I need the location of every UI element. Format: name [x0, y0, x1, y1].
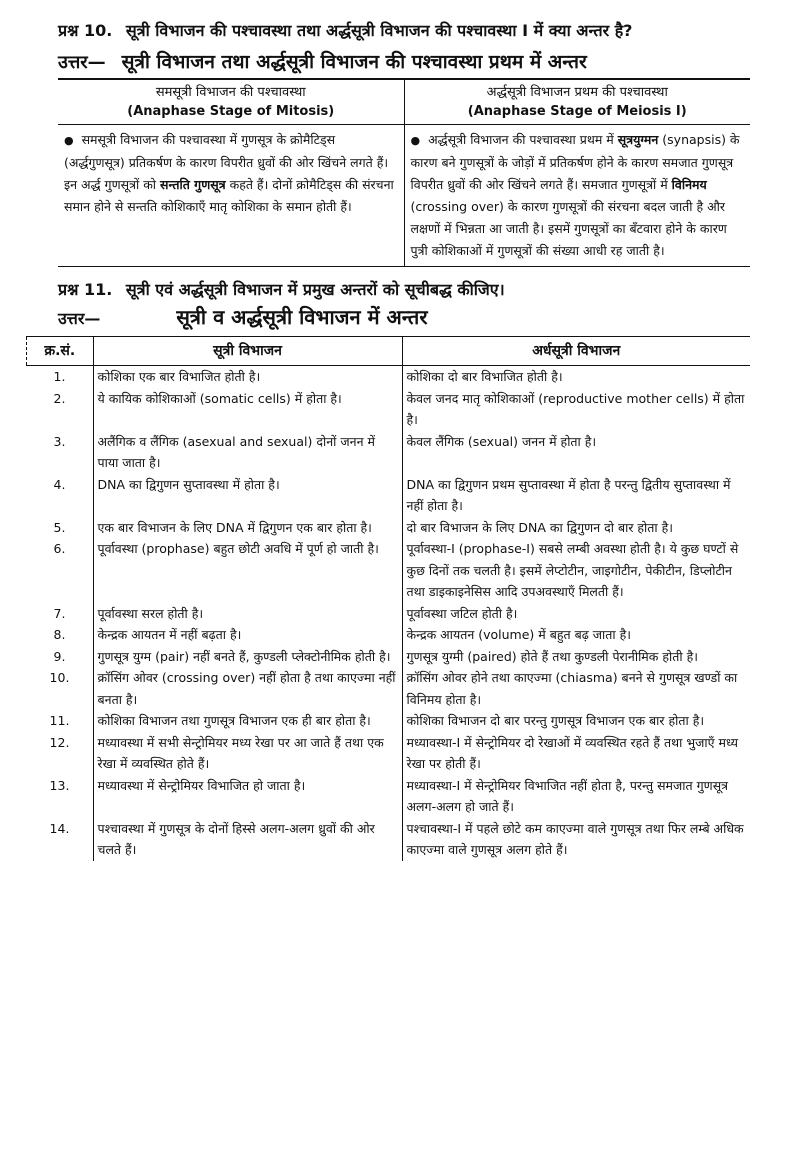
table-row	[27, 366, 751, 388]
row-number: 7.	[53, 605, 66, 621]
question-10	[58, 20, 750, 42]
meiosis-cell: DNA का द्विगुणन प्रथम सुप्तावस्था में होता है परन्तु द्वितीय सुप्तावस्था में नहीं होता है।	[402, 474, 750, 517]
header-meiosis: अर्धसूत्री विभाजन	[402, 337, 750, 366]
answer-title: सूत्री व अर्द्धसूत्री विभाजन में अन्तर	[176, 305, 428, 329]
table-row	[27, 732, 751, 775]
mitosis-meiosis-table	[26, 336, 750, 861]
meiosis-cell: केवल लैंगिक (sexual) जनन में होता है।	[402, 431, 750, 474]
table-row	[27, 710, 751, 732]
table-row	[27, 474, 751, 517]
row-number: 6.	[53, 541, 66, 556]
mitosis-description: ● समसूत्री विभाजन की पश्चावस्था में गुणसूत्र के क्रोमैटिड्स (अर्द्धगुणसूत्र) प्रतिकर्षण के कारण विपरीत ध्रुवों की ओर खिंचने लगते हैं। इन अर्द्ध गुणसूत्रों को सन्तति गुणसूत्र कहते हैं। दोनों क्रोमैटिड्स की संरचना समान होने से सन्तति कोशिकाएँ मातृ कोशिका के समान होती हैं।	[64, 132, 394, 214]
row-number: 11.	[49, 713, 70, 728]
row-number: 1.	[53, 369, 66, 384]
question-number: प्रश्न 10.	[58, 21, 113, 40]
mitosis-cell: पश्चावस्था में गुणसूत्र के दोनों हिस्से अलग-अलग ध्रुवों की ओर चलते हैं।	[93, 818, 402, 861]
row-number: 9.	[53, 648, 66, 664]
bullet-icon: ●	[64, 134, 74, 147]
mitosis-cell: पूर्वावस्था (prophase) बहुत छोटी अवधि में पूर्ण हो जाती है।	[93, 538, 402, 603]
row-number: 2.	[53, 390, 66, 406]
row-number: 3.	[53, 433, 66, 449]
row-number: 10.	[49, 670, 70, 685]
row-number: 5.	[53, 519, 66, 535]
question-text: सूत्री एवं अर्द्धसूत्री विभाजन में प्रमुख अन्तरों को सूचीबद्ध कीजिए।	[125, 280, 505, 299]
mitosis-cell: कोशिका विभाजन तथा गुणसूत्र विभाजन एक ही बार होता है।	[93, 710, 402, 732]
meiosis-cell: पूर्वावस्था-I (prophase-I) सबसे लम्बी अवस्था होती है। ये कुछ घण्टों से कुछ दिनों तक चलती है। इसमें लेप्टोटीन, जाइगोटीन, पेकीटीन, डिप्लोटीन तथा डाइकाइनेसिस आदि उपअवस्थाएँ मिलती हैं।	[402, 538, 750, 603]
table-row	[27, 538, 751, 603]
meiosis-cell: पूर्वावस्था जटिल होती है।	[402, 603, 750, 625]
table-row	[27, 775, 751, 818]
row-number: 14.	[49, 820, 70, 836]
header-serial: क्र.सं.	[27, 337, 94, 366]
table-row	[27, 603, 751, 625]
mitosis-cell: मध्यावस्था में सभी सेन्ट्रोमियर मध्य रेखा पर आ जाते हैं तथा एक रेखा में व्यवस्थित होते हैं।	[93, 732, 402, 775]
mitosis-cell: मध्यावस्था में सेन्ट्रोमियर विभाजित हो जाता है।	[93, 775, 402, 818]
meiosis-description: ● अर्द्धसूत्री विभाजन की पश्चावस्था प्रथम में सूत्रयुग्मन (synapsis) के कारण बने गुणसूत्रों के जोड़ों में प्रतिकर्षण होने के कारण समजात गुणसूत्र विपरीत ध्रुवों की ओर खिंचने लगते हैं। समजात गुणसूत्रों में विनिमय (crossing over) के कारण गुणसूत्रों की संरचना बदल जाती है और लक्षणों में भिन्नता आ जाती है। इसमें गुणसूत्रों का बँटवारा होने के कारण पुत्री कोशिकाओं में गुणसूत्रों की संख्या आधी रह जाती है।	[404, 125, 750, 267]
mitosis-cell: ये कायिक कोशिकाओं (somatic cells) में होता है।	[93, 388, 402, 431]
mitosis-cell: गुणसूत्र युग्म (pair) नहीं बनते हैं, कुण्डली प्लेक्टोनीमिक होती है।	[93, 646, 402, 668]
meiosis-cell: क्रॉसिंग ओवर होने तथा काएज्मा (chiasma) बनने से गुणसूत्र खण्डों का विनिमय होता है।	[402, 667, 750, 710]
meiosis-cell: कोशिका विभाजन दो बार परन्तु गुणसूत्र विभाजन एक बार होता है।	[402, 710, 750, 732]
meiosis-cell: मध्यावस्था-I में सेन्ट्रोमियर विभाजित नहीं होता है, परन्तु समजात गुणसूत्र अलग-अलग हो जाते हैं।	[402, 775, 750, 818]
question-text: सूत्री विभाजन की पश्चावस्था तथा अर्द्धसूत्री विभाजन की पश्चावस्था I में क्या अन्तर है?	[125, 21, 633, 40]
answer-label: उत्तर—	[58, 309, 101, 328]
meiosis-cell: कोशिका दो बार विभाजित होती है।	[402, 366, 750, 388]
answer-heading-10	[58, 48, 750, 80]
row-number: 4.	[53, 476, 66, 492]
mitosis-cell: केन्द्रक आयतन में नहीं बढ़ता है।	[93, 624, 402, 646]
question-11	[58, 279, 750, 301]
row-number: 8.	[53, 627, 66, 642]
question-number: प्रश्न 11.	[58, 280, 113, 299]
answer-title: सूत्री विभाजन तथा अर्द्धसूत्री विभाजन की पश्चावस्था प्रथम में अन्तर	[121, 51, 587, 73]
mitosis-cell: अलैंगिक व लैंगिक (asexual and sexual) दोनों जनन में पाया जाता है।	[93, 431, 402, 474]
mitosis-cell: क्रॉसिंग ओवर (crossing over) नहीं होता है तथा काएज्मा नहीं बनता है।	[93, 667, 402, 710]
table-row	[27, 624, 751, 646]
mitosis-cell: कोशिका एक बार विभाजित होती है।	[93, 366, 402, 388]
bullet-icon: ●	[410, 134, 421, 147]
table-row	[27, 517, 751, 539]
row-number: 13.	[49, 777, 70, 793]
mitosis-cell: पूर्वावस्था सरल होती है।	[93, 603, 402, 625]
meiosis-cell: केन्द्रक आयतन (volume) में बहुत बढ़ जाता है।	[402, 624, 750, 646]
meiosis-cell: केवल जनद मातृ कोशिकाओं (reproductive mother cells) में होता है।	[402, 388, 750, 431]
answer-label: उत्तर—	[58, 52, 106, 73]
table-row	[27, 667, 751, 710]
answer-heading-11	[58, 303, 750, 330]
table-row	[27, 818, 751, 861]
column-header-meiosis: अर्द्धसूत्री विभाजन प्रथम की पश्चावस्था (Anaphase Stage of Meiosis I)	[404, 80, 750, 125]
table-row	[27, 431, 751, 474]
table-row	[27, 388, 751, 431]
header-mitosis: सूत्री विभाजन	[93, 337, 402, 366]
row-number: 12.	[49, 734, 70, 750]
table-body	[27, 366, 751, 861]
mitosis-cell: DNA का द्विगुणन सुप्तावस्था में होता है।	[93, 474, 402, 517]
meiosis-cell: दो बार विभाजन के लिए DNA का द्विगुणन दो बार होता है।	[402, 517, 750, 539]
anaphase-comparison-table	[58, 80, 750, 267]
meiosis-cell: मध्यावस्था-I में सेन्ट्रोमियर दो रेखाओं में व्यवस्थित रहते हैं तथा भुजाएँ मध्य रेखा पर होती हैं।	[402, 732, 750, 775]
mitosis-cell: एक बार विभाजन के लिए DNA में द्विगुणन एक बार होता है।	[93, 517, 402, 539]
meiosis-cell: गुणसूत्र युग्मी (paired) होते हैं तथा कुण्डली पेरानीमिक होती है।	[402, 646, 750, 668]
table-row	[27, 646, 751, 668]
meiosis-cell: पश्चावस्था-I में पहले छोटे कम काएज्मा वाले गुणसूत्र तथा फिर लम्बे अधिक काएज्मा वाले गुणसूत्र अलग होते हैं।	[402, 818, 750, 861]
column-header-mitosis: समसूत्री विभाजन की पश्चावस्था (Anaphase Stage of Mitosis)	[58, 80, 404, 125]
